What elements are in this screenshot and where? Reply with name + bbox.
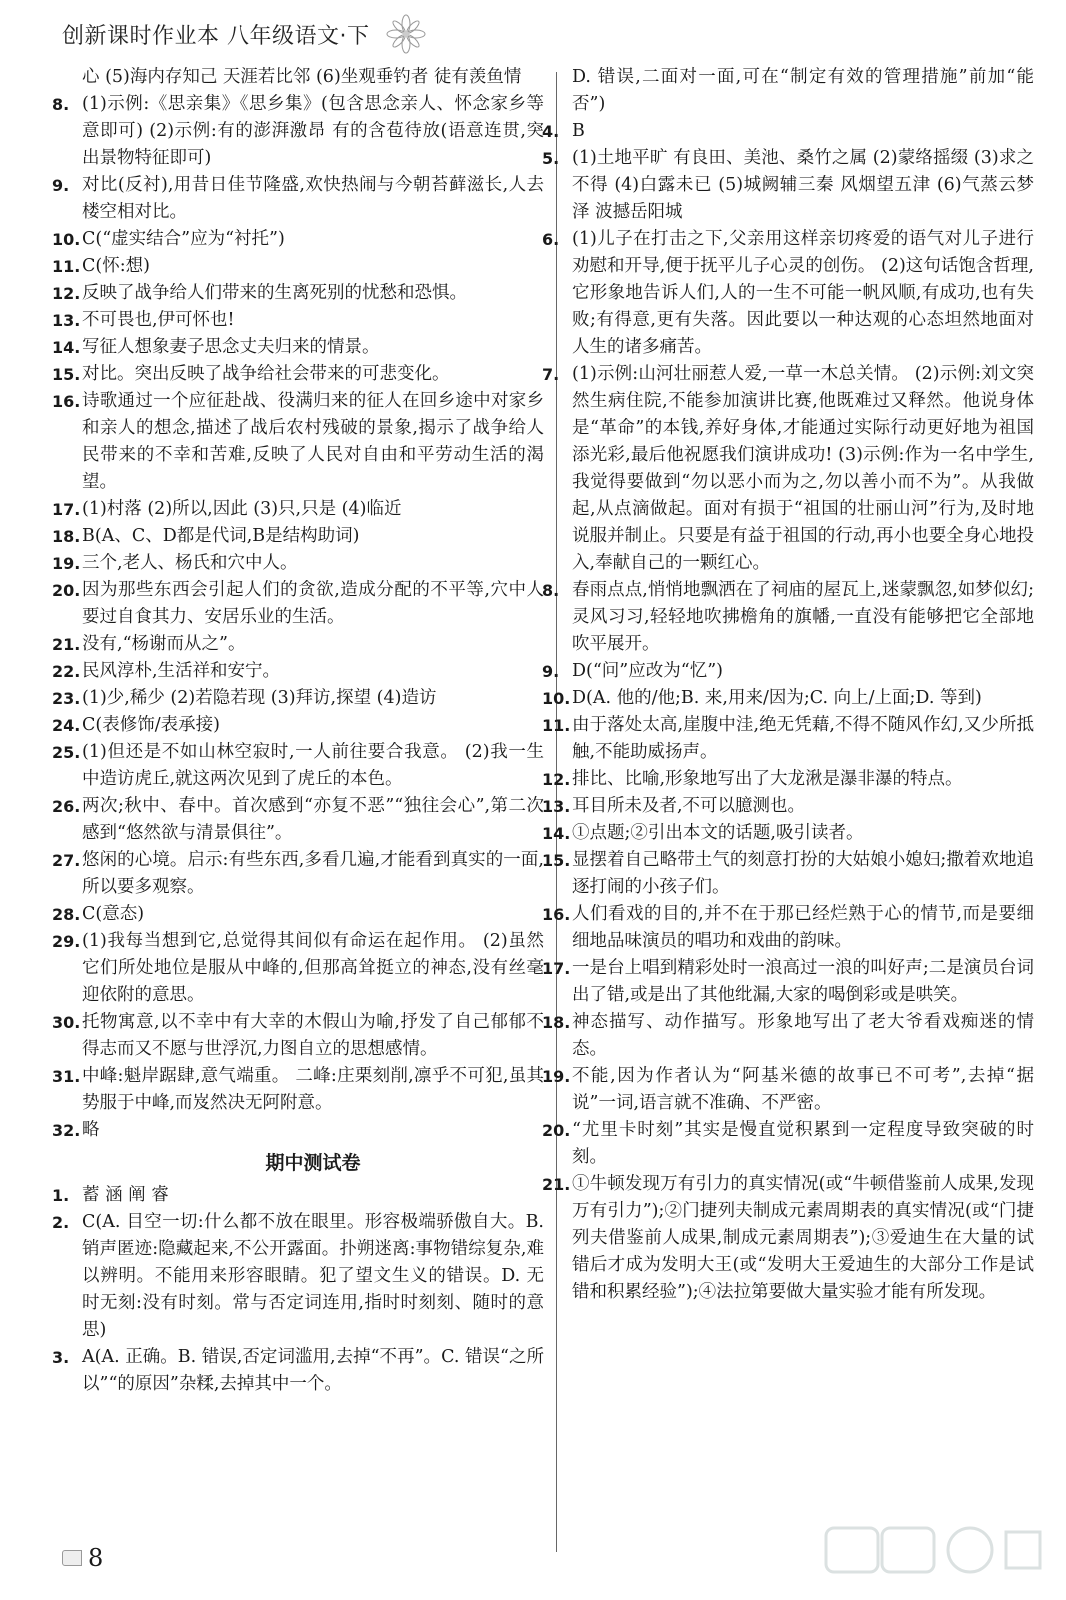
item-text: 两次;秋中、春中。首次感到“亦复不恶”“独往会心”,第二次感到“悠然欲与清景俱往”。 (82, 796, 544, 843)
answer-item (542, 145, 1034, 226)
item-number: 21. (542, 1175, 571, 1194)
item-text: (1)我每当想到它,总觉得其间似有命运在起作用。 (2)虽然它们所处地位是服从中峰的,但那高耸挺立的神态,没有丝毫迎依附的意思。 (82, 931, 544, 1005)
answer-item (52, 334, 544, 361)
item-text: (1)土地平旷 有良田、美池、桑竹之属 (2)蒙络摇缀 (3)求之不得 (4)白露未已 (5)城阙辅三秦 风烟望五津 (6)气蒸云梦泽 波撼岳阳城 (572, 148, 1034, 222)
header-title: 创新课时作业本 八年级语文·下 (62, 23, 370, 49)
item-number: 19. (52, 554, 81, 573)
answer-item (52, 280, 544, 307)
item-number: 4. (542, 122, 560, 141)
item-text: 一是台上唱到精彩处时一浪高过一浪的叫好声;二是演员台词出了错,或是出了其他纰漏,大家的喝倒彩或是哄笑。 (572, 958, 1034, 1005)
answer-item (52, 685, 544, 712)
item-text: 没有,“杨谢而从之”。 (82, 634, 246, 654)
answer-item (542, 955, 1034, 1009)
item-number: 17. (542, 959, 571, 978)
item-text: C(“虚实结合”应为“衬托”) (82, 229, 285, 249)
answer-item (52, 361, 544, 388)
answer-item (542, 685, 1034, 712)
item-number: 18. (542, 1013, 571, 1032)
answer-item (542, 793, 1034, 820)
answer-item (52, 928, 544, 1009)
item-number: 20. (542, 1121, 571, 1140)
item-number: 12. (52, 284, 81, 303)
item-number: 7. (542, 365, 560, 384)
item-text: (1)少,稀少 (2)若隐若现 (3)拜访,探望 (4)造访 (82, 688, 437, 708)
answer-item (52, 226, 544, 253)
item-number: 15. (542, 851, 571, 870)
answer-item (52, 91, 544, 172)
right-answer-list (542, 118, 1034, 1306)
item-text: 显摆着自己略带土气的刻意打扮的大姑娘小媳妇;撒着欢地追逐打闹的小孩子们。 (572, 850, 1034, 897)
item-text: ①牛顿发现万有引力的真实情况(或“牛顿借鉴前人成果,发现万有引力”);②门捷列夫制成元素周期表的真实情况(或“门捷列夫借鉴前人成果,制成元素周期表”);③爱迪生在大量的试错后才成为发明大王(或“发明大王爱迪生的大部分工作是试错和积累经验”);④法拉第要做大量实验才能有所发现。 (572, 1174, 1034, 1302)
answer-item (542, 712, 1034, 766)
item-number: 6. (542, 230, 560, 249)
answer-item (52, 496, 544, 523)
item-text: 人们看戏的目的,并不在于那已经烂熟于心的情节,而是要细细地品味演员的唱功和戏曲的韵味。 (572, 904, 1034, 951)
watermark-logo-icon (820, 1520, 1050, 1592)
item-number: 18. (52, 527, 81, 546)
item-number: 23. (52, 689, 81, 708)
answer-item (52, 793, 544, 847)
item-text: 蓄 涵 阐 睿 (82, 1185, 169, 1205)
section-title: 期中测试卷 (265, 1152, 361, 1174)
item-text: 诗歌通过一个应征赴战、役满归来的征人在回乡途中对家乡和亲人的想念,描述了战后农村残破的景象,揭示了战争给人民带来的不幸和苦难,反映了人民对自由和平劳动生活的渴望。 (82, 391, 544, 492)
right-intro-text: D. 错误,二面对一面,可在“制定有效的管理措施”前加“能否”) (572, 67, 1034, 114)
answer-item (52, 1117, 544, 1144)
item-text: B (572, 121, 585, 141)
item-number: 12. (542, 770, 571, 789)
item-text: 春雨点点,悄悄地飘洒在了祠庙的屋瓦上,迷蒙飘忽,如梦似幻;灵风习习,轻轻地吹拂檐角的旗幡,一直没有能够把它全部地吹平展开。 (572, 580, 1034, 654)
item-number: 13. (52, 311, 81, 330)
item-number: 9. (52, 176, 70, 195)
item-number: 26. (52, 797, 81, 816)
item-number: 8. (52, 95, 70, 114)
item-text: 不可畏也,伊可怀也! (82, 310, 235, 330)
item-number: 16. (52, 392, 81, 411)
page-footer (62, 1544, 103, 1572)
item-number: 20. (52, 581, 81, 600)
answer-item (542, 1171, 1034, 1306)
answer-item (542, 820, 1034, 847)
midterm-answer-item (52, 1182, 544, 1209)
item-number: 8. (542, 581, 560, 600)
item-text: 悠闲的心境。启示:有些东西,多看几遍,才能看到真实的一面,所以要多观察。 (82, 850, 544, 897)
left-answer-list (52, 91, 544, 1144)
page-number: 8 (88, 1544, 104, 1572)
right-column (542, 64, 1034, 1306)
item-text: 反映了战争给人们带来的生离死别的忧愁和恐惧。 (82, 283, 467, 303)
item-number: 29. (52, 932, 81, 951)
item-text: 托物寓意,以不幸中有大幸的木假山为喻,抒发了自己郁郁不得志而又不愿与世浮沉,力图自立的思想感情。 (82, 1012, 544, 1059)
answer-item (52, 901, 544, 928)
answer-item (542, 1063, 1034, 1117)
answer-item (52, 523, 544, 550)
item-number: 2. (52, 1213, 70, 1232)
item-text: 不能,因为作者认为“阿基米德的故事已不可考”,去掉“据说”一词,语言就不准确、不严密。 (572, 1066, 1034, 1113)
item-text: (1)示例:山河壮丽惹人爱,一草一木总关情。 (2)示例:刘文突然生病住院,不能参加演讲比赛,他既难过又释然。他说身体是“革命”的本钱,养好身体,才能通过实际行动更好地为祖国添光彩,最后他祝愿我们演讲成功! (3)示例:作为一名中学生,我觉得要做到“勿以恶小而为之,勿以善小而不为”。从我做起,从点滴做起。面对有损于“祖国的壮丽山河”行为,及时地说服并制止。只要是有益于祖国的行动,再小也要全身心地投入,奉献自己的一颗红心。 (572, 364, 1034, 573)
item-number: 28. (52, 905, 81, 924)
item-number: 10. (542, 689, 571, 708)
item-text: 写征人想象妻子思念丈夫归来的情景。 (82, 337, 380, 357)
midterm-answer-item (52, 1344, 544, 1398)
item-text: 神态描写、动作描写。形象地写出了老大爷看戏痴迷的情态。 (572, 1012, 1034, 1059)
midterm-answer-list (52, 1182, 544, 1398)
item-number: 13. (542, 797, 571, 816)
item-text: (1)儿子在打击之下,父亲用这样亲切疼爱的语气对儿子进行劝慰和开导,便于抚平儿子心灵的创伤。 (2)这句话饱含哲理,它形象地告诉人们,人的一生不可能一帆风顺,有成功,也有失败;有得意,更有失落。因此要以一种达观的心态坦然地面对人生的诸多痛苦。 (572, 229, 1034, 357)
item-text: 对比(反衬),用昔日佳节隆盛,欢快热闹与今朝苔藓滋长,人去楼空相对比。 (82, 175, 544, 222)
item-text: C(意态) (82, 904, 145, 924)
answer-item (52, 739, 544, 793)
item-text: C(怀:想) (82, 256, 150, 276)
item-text: D(A. 他的/他;B. 来,用来/因为;C. 向上/上面;D. 等到) (572, 688, 982, 708)
item-text: “尤里卡时刻”其实是慢直觉积累到一定程度导致突破的时刻。 (572, 1120, 1034, 1167)
item-text: C(表修饰/表承接) (82, 715, 220, 735)
item-text: B(A、C、D都是代词,B是结构助词) (82, 526, 360, 546)
item-number: 5. (542, 149, 560, 168)
item-text: 由于落处太高,崖腹中洼,绝无凭藉,不得不随风作幻,又少所抵触,不能助威扬声。 (572, 715, 1034, 762)
item-text: D(“问”应改为“忆”) (572, 661, 723, 681)
answer-item (542, 118, 1034, 145)
answer-item (542, 226, 1034, 361)
item-number: 16. (542, 905, 571, 924)
answer-item (52, 847, 544, 901)
item-number: 30. (52, 1013, 81, 1032)
item-number: 11. (542, 716, 571, 735)
answer-item (52, 1063, 544, 1117)
answer-item (52, 550, 544, 577)
answer-item (52, 172, 544, 226)
item-text: 对比。突出反映了战争给社会带来的可悲变化。 (82, 364, 450, 384)
item-number: 14. (542, 824, 571, 843)
item-number: 19. (542, 1067, 571, 1086)
answer-item (52, 1009, 544, 1063)
answer-item (542, 1009, 1034, 1063)
item-number: 31. (52, 1067, 81, 1086)
item-text: 民风淳朴,生活祥和安宁。 (82, 661, 281, 681)
left-column (52, 64, 544, 1398)
page-tab-icon (62, 1550, 82, 1566)
item-number: 1. (52, 1186, 70, 1205)
item-number: 22. (52, 662, 81, 681)
answer-item (542, 766, 1034, 793)
answer-item (542, 901, 1034, 955)
item-text: 中峰:魁岸踞肆,意气端重。 二峰:庄栗刻削,凛乎不可犯,虽其势服于中峰,而岌然决无阿附意。 (82, 1066, 544, 1113)
item-text: 略 (82, 1120, 100, 1140)
item-text: A(A. 正确。B. 错误,否定词滥用,去掉“不再”。C. 错误“之所以”“的原因”杂糅,去掉其中一个。 (82, 1347, 544, 1394)
item-text: (1)但还是不如山林空寂时,一人前往要合我意。 (2)我一生中造访虎丘,就这两次见到了虎丘的本色。 (82, 742, 544, 789)
flower-ornament-icon (384, 14, 428, 54)
item-text: ①点题;②引出本文的话题,吸引读者。 (572, 823, 864, 843)
answer-item (542, 1117, 1034, 1171)
item-text: C(A. 目空一切:什么都不放在眼里。形容极端骄傲自大。B. 销声匿迹:隐藏起来,不公开露面。扑朔迷离:事物错综复杂,难以辨明。不能用来形容眼睛。犯了望文生义的错误。D. 无时无刻:没有时刻。常与否定词连用,指时时刻刻、随时的意思) (82, 1212, 544, 1340)
item-text: (1)村落 (2)所以,因此 (3)只,只是 (4)临近 (82, 499, 402, 519)
item-number: 10. (52, 230, 81, 249)
item-number: 32. (52, 1121, 81, 1140)
answer-item (542, 361, 1034, 577)
item-text: 排比、比喻,形象地写出了大龙湫是瀑非瀑的特点。 (572, 769, 963, 789)
answer-item (52, 253, 544, 280)
item-text: (1)示例:《思亲集》《思乡集》(包含思念亲人、怀念家乡等意即可) (2)示例:有的澎湃激昂 有的含苞待放(语意连贯,突出景物特征即可) (82, 94, 544, 168)
item-text: 因为那些东西会引起人们的贪欲,造成分配的不平等,穴中人要过自食其力、安居乐业的生活。 (82, 580, 544, 627)
item-number: 14. (52, 338, 81, 357)
page-header (62, 14, 428, 54)
answer-item (52, 577, 544, 631)
item-number: 21. (52, 635, 81, 654)
item-text: 三个,老人、杨氏和穴中人。 (82, 553, 298, 573)
answer-item (52, 712, 544, 739)
answer-item (542, 577, 1034, 658)
item-number: 11. (52, 257, 81, 276)
item-number: 15. (52, 365, 81, 384)
midterm-answer-item (52, 1209, 544, 1344)
left-intro-text: 心 (5)海内存知己 天涯若比邻 (6)坐观垂钓者 徒有羡鱼情 (82, 67, 522, 87)
answer-item (542, 658, 1034, 685)
answer-item (52, 307, 544, 334)
answer-item (52, 631, 544, 658)
item-number: 9. (542, 662, 560, 681)
item-number: 17. (52, 500, 81, 519)
answer-item (542, 847, 1034, 901)
answer-item (52, 388, 544, 496)
item-number: 27. (52, 851, 81, 870)
answer-item (52, 658, 544, 685)
item-number: 3. (52, 1348, 70, 1367)
item-number: 24. (52, 716, 81, 735)
item-text: 耳目所未及者,不可以臆测也。 (572, 796, 806, 816)
item-number: 25. (52, 743, 81, 762)
